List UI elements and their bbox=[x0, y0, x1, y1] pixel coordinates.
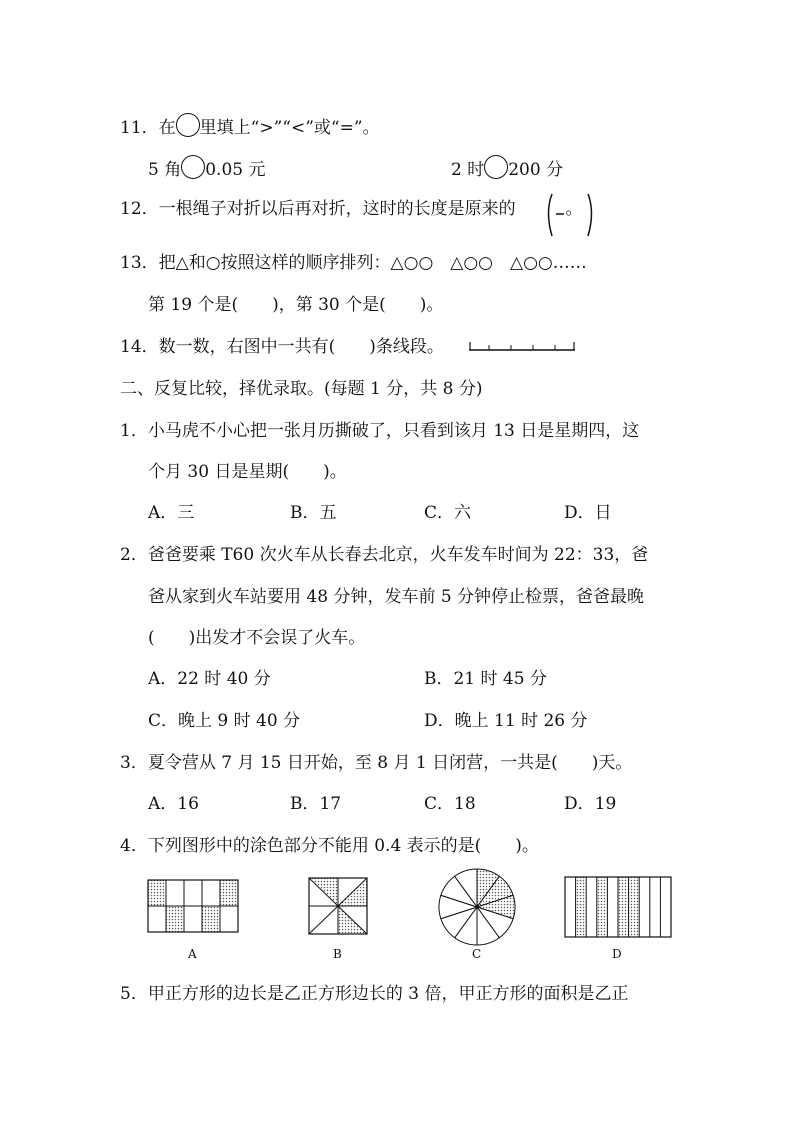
figure-c-circle bbox=[437, 867, 517, 947]
section-2-title: 二、反复比较，择优录取。(每题 1 分，共 8 分) bbox=[120, 379, 483, 399]
mc1-option-a[interactable]: A．三 bbox=[148, 503, 195, 523]
answer-circle-1[interactable] bbox=[181, 155, 205, 179]
mc3-option-a[interactable]: A．16 bbox=[148, 794, 199, 814]
mc1-line-2: 个月 30 日是星期( )。 bbox=[148, 462, 347, 482]
mc2-option-c[interactable]: C．晚上 9 时 40 分 bbox=[148, 711, 301, 731]
mc2-option-b[interactable]: B．21 时 45 分 bbox=[424, 669, 547, 689]
mc5-line-1: 5．甲正方形的边长是乙正方形边长的 3 倍，甲正方形的面积是乙正 bbox=[120, 984, 629, 1004]
mc2-line-1: 2．爸爸要乘 T60 次火车从长春去北京，火车发车时间为 22：33，爸 bbox=[120, 545, 649, 565]
figure-c-label: C bbox=[472, 947, 482, 961]
comparison-circle bbox=[176, 113, 200, 137]
mc3-option-b[interactable]: B．17 bbox=[290, 794, 342, 814]
figure-a-label: A bbox=[188, 947, 197, 961]
mc1-option-d[interactable]: D．日 bbox=[564, 503, 612, 523]
figure-a-grid bbox=[147, 879, 239, 933]
question-11-prompt: 11．在 里填上“>”“<”或“=”。 bbox=[120, 113, 380, 137]
mc2-line-3: ( )出发才不会误了火车。 bbox=[148, 628, 366, 648]
mc4-line-1: 4．下列图形中的涂色部分不能用 0.4 表示的是( )。 bbox=[120, 836, 539, 856]
answer-circle-2[interactable] bbox=[484, 155, 508, 179]
mc3-option-c[interactable]: C．18 bbox=[424, 794, 476, 814]
question-13-line-2: 第 19 个是( )，第 30 个是( )。 bbox=[148, 295, 444, 315]
figure-b-rectangle bbox=[308, 877, 368, 935]
line-segment-figure bbox=[467, 336, 577, 356]
figure-d-strips bbox=[564, 876, 672, 938]
mc1-option-c[interactable]: C．六 bbox=[424, 503, 472, 523]
mc3-line-1: 3．夏令营从 7 月 15 日开始，至 8 月 1 日闭营，一共是( )天。 bbox=[120, 753, 633, 773]
question-12: 12．一根绳子对折以后再对折，这时的长度是原来的 。 bbox=[120, 199, 583, 219]
mc2-option-a[interactable]: A．22 时 40 分 bbox=[148, 669, 271, 689]
question-11-right: 2 时 200 分 bbox=[451, 155, 563, 179]
mc1-line-1: 1．小马虎不小心把一张月历撕破了，只看到该月 13 日是星期四，这 bbox=[120, 421, 640, 441]
mc3-option-d[interactable]: D．19 bbox=[564, 794, 617, 814]
fraction-bracket-icon bbox=[540, 192, 600, 242]
question-13-line-1: 13．把△和○按照这样的顺序排列：△○○ △○○ △○○…… bbox=[120, 253, 587, 273]
mc2-option-d[interactable]: D．晚上 11 时 26 分 bbox=[424, 711, 588, 731]
question-14: 14．数一数，右图中一共有( )条线段。 bbox=[120, 337, 444, 357]
figure-b-label: B bbox=[333, 947, 342, 961]
figure-d-label: D bbox=[612, 947, 622, 961]
question-11-left: 5 角 0.05 元 bbox=[148, 155, 266, 179]
mc1-option-b[interactable]: B．五 bbox=[290, 503, 337, 523]
mc2-line-2: 爸从家到火车站要用 48 分钟，发车前 5 分钟停止检票，爸爸最晚 bbox=[148, 587, 645, 607]
